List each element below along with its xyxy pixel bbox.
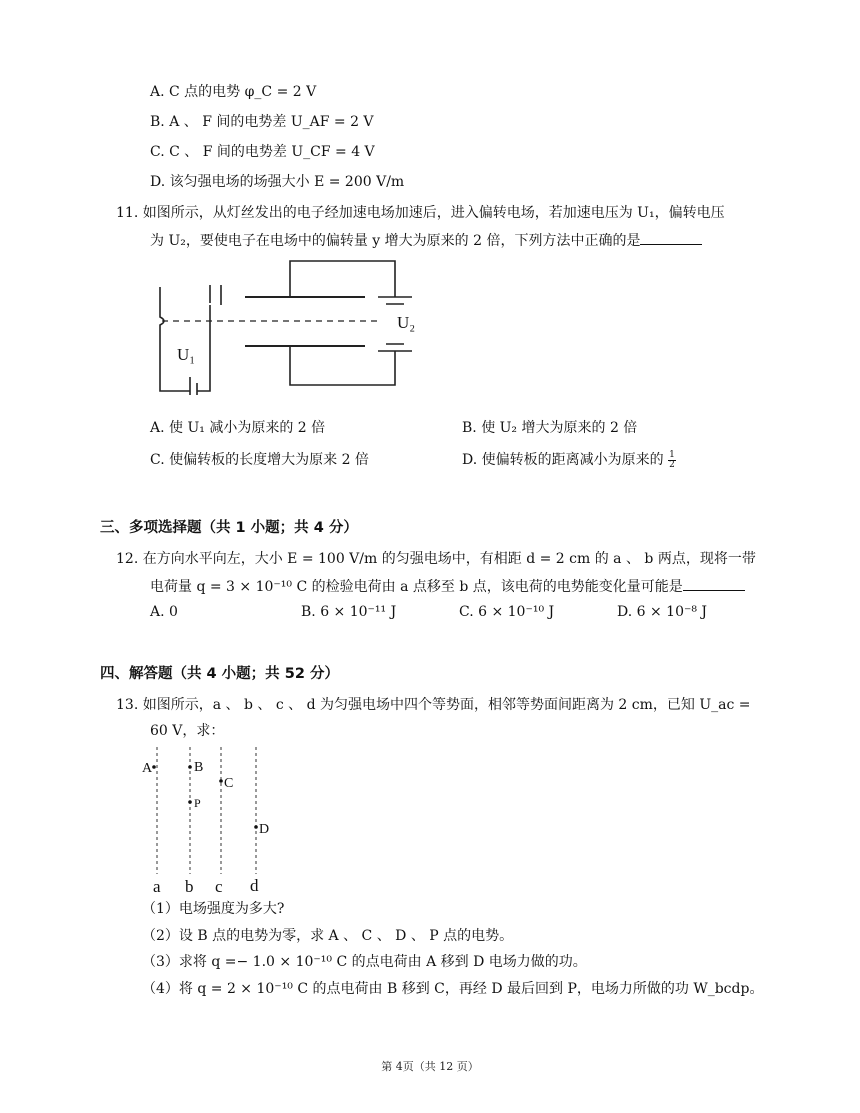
q11-text-line2 bbox=[150, 230, 702, 251]
q13-text-line2: 60 V，求： bbox=[150, 723, 225, 739]
equipotential-figure bbox=[140, 742, 285, 897]
q11-option-d bbox=[462, 450, 676, 470]
deflection-circuit-figure bbox=[150, 255, 420, 395]
point-b bbox=[188, 765, 192, 769]
plane-label-d: d bbox=[250, 876, 259, 895]
point-c bbox=[219, 779, 223, 783]
q11-option-c: C. 使偏转板的长度增大为原来 2 倍 bbox=[150, 452, 369, 468]
u2-label: U₂ bbox=[397, 313, 416, 332]
q10-option-c: C. C 、 F 间的电势差 U_CF = 4 V bbox=[150, 144, 375, 160]
q13-sub-1: （1）电场强度为多大? bbox=[142, 901, 285, 917]
q11-option-b: B. 使 U₂ 增大为原来的 2 倍 bbox=[462, 420, 638, 436]
point-label-a: A bbox=[142, 761, 153, 776]
q11-text-line1: 11. 如图所示，从灯丝发出的电子经加速电场加速后，进入偏转电场，若加速电压为 U₁，偏转电压 bbox=[116, 205, 725, 221]
q12-option-d: D. 6 × 10⁻⁸ J bbox=[617, 604, 708, 620]
q13-sub-2: （2）设 B 点的电势为零，求 A 、 C 、 D 、 P 点的电势。 bbox=[142, 928, 514, 944]
point-d bbox=[254, 825, 258, 829]
section-title-multiple-choice: 三、多项选择题（共 1 小题；共 4 分） bbox=[100, 520, 358, 536]
q10-option-d: D. 该匀强电场的场强大小 E = 200 V/m bbox=[150, 174, 405, 190]
u1-label: U₁ bbox=[177, 345, 196, 364]
q12-option-c: C. 6 × 10⁻¹⁰ J bbox=[459, 604, 555, 620]
point-a bbox=[152, 765, 156, 769]
page-footer: 第 4页（共 12 页） bbox=[381, 1060, 479, 1073]
answer-blank bbox=[683, 576, 745, 591]
q11-option-d-text: D. 使偏转板的距离减小为原来的 bbox=[462, 452, 664, 468]
point-label-p: P bbox=[194, 796, 201, 810]
q12-text-line1: 12. 在方向水平向左，大小 E = 100 V/m 的匀强电场中，有相距 d = 2 cm 的 a 、 b 两点，现将一带 bbox=[116, 551, 756, 567]
q12-option-b: B. 6 × 10⁻¹¹ J bbox=[301, 604, 397, 620]
q10-option-b: B. A 、 F 间的电势差 U_AF = 2 V bbox=[150, 114, 374, 130]
q13-sub-4: （4）将 q = 2 × 10⁻¹⁰ C 的点电荷由 B 移到 C，再经 D 最后回到 P，电场力所做的功 W_bcdp。 bbox=[142, 981, 764, 997]
point-label-d: D bbox=[259, 822, 270, 837]
q12-option-a: A. 0 bbox=[150, 604, 178, 620]
q10-option-a: A. C 点的电势 φ_C = 2 V bbox=[150, 84, 317, 100]
q11-stem: 为 U₂，要使电子在电场中的偏转量 y 增大为原来的 2 倍，下列方法中正确的是 bbox=[150, 233, 641, 249]
point-label-b: B bbox=[194, 760, 204, 775]
q13-text-line1: 13. 如图所示，a 、 b 、 c 、 d 为匀强电场中四个等势面，相邻等势面间距离为 2 cm，已知 U_ac = bbox=[116, 697, 751, 713]
q13-sub-3: （3）求将 q =− 1.0 × 10⁻¹⁰ C 的点电荷由 A 移到 D 电场力做的功。 bbox=[142, 954, 587, 970]
q11-option-a: A. 使 U₁ 减小为原来的 2 倍 bbox=[150, 420, 326, 436]
q12-stem: 电荷量 q = 3 × 10⁻¹⁰ C 的检验电荷由 a 点移至 b 点，该电荷的电势能变化量可能是 bbox=[150, 579, 683, 595]
fraction-one-half: $\frac{1}{2}$ bbox=[669, 449, 675, 470]
q12-text-line2 bbox=[150, 576, 745, 597]
section-title-answer-questions: 四、解答题（共 4 小题；共 52 分） bbox=[100, 666, 339, 682]
point-p bbox=[188, 800, 192, 804]
answer-blank bbox=[640, 230, 702, 245]
plane-label-c: c bbox=[215, 877, 223, 896]
plane-label-b: b bbox=[185, 877, 194, 896]
point-label-c: C bbox=[224, 776, 234, 791]
plane-label-a: a bbox=[153, 877, 161, 896]
